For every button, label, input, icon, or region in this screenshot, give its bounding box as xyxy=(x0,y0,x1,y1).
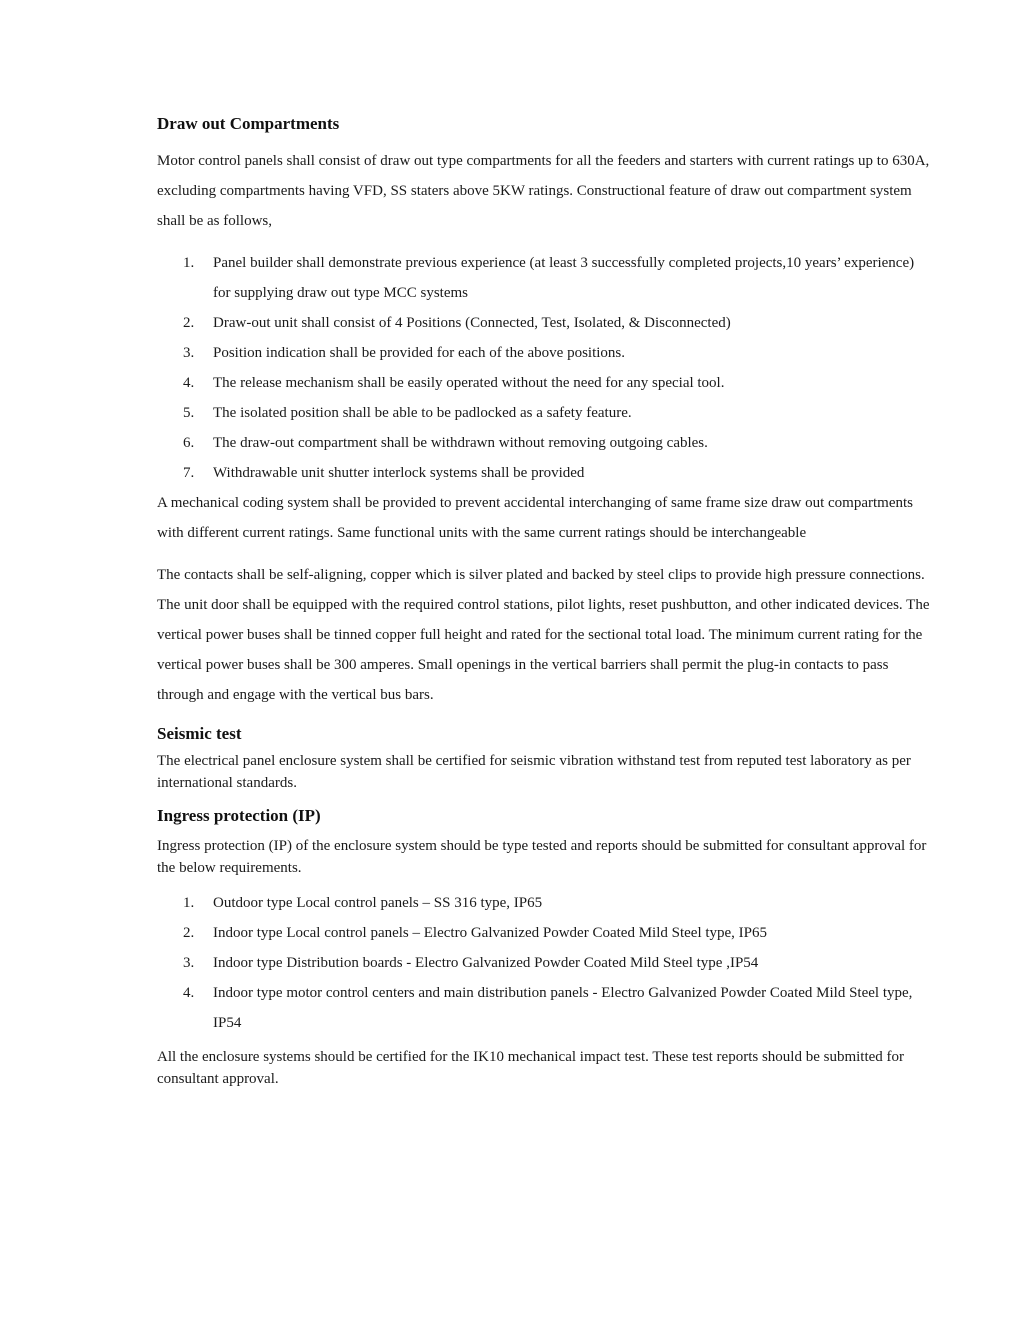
paragraph-seismic: The electrical panel enclosure system shall be certified for seismic vibration withstand test from reputed test laboratory as per international standards. xyxy=(157,753,911,791)
heading-draw-out-compartments: Draw out Compartments xyxy=(157,114,340,133)
list-item xyxy=(157,458,932,488)
list-text: Indoor type motor control centers and main distribution panels - Electro Galvanized Powder Coated Mild Steel type, IP54 xyxy=(213,985,913,1031)
list-item xyxy=(157,428,932,458)
list-item xyxy=(157,948,932,978)
list-number: 4. xyxy=(183,985,195,1001)
list-item xyxy=(157,368,932,398)
paragraph-intro: Motor control panels shall consist of draw out type compartments for all the feeders and starters with current ratings up to 630A, excluding compartments having VFD, SS staters above 5KW ratings. Constructional feature of draw out compartment system shall be as follows, xyxy=(157,153,930,229)
list-number: 1. xyxy=(183,895,195,911)
paragraph-ik10: All the enclosure systems should be certified for the IK10 mechanical impact test. These test reports should be submitted for consultant approval. xyxy=(157,1049,905,1087)
list-text: The release mechanism shall be easily operated without the need for any special tool. xyxy=(213,375,725,391)
paragraph-coding-system: A mechanical coding system shall be provided to prevent accidental interchanging of same frame size draw out compartments with different current ratings. Same functional units with the same current ratings should be interchangeable xyxy=(157,495,913,541)
list-number: 2. xyxy=(183,315,195,331)
list-text: The isolated position shall be able to be padlocked as a safety feature. xyxy=(213,405,632,421)
list-text: Indoor type Distribution boards - Electro Galvanized Powder Coated Mild Steel type ,IP54 xyxy=(213,955,759,971)
list-text: Outdoor type Local control panels – SS 316 type, IP65 xyxy=(213,895,543,911)
list-ip-requirements xyxy=(157,888,932,1038)
list-number: 4. xyxy=(183,375,195,391)
list-text: Position indication shall be provided for each of the above positions. xyxy=(213,345,626,361)
document-page xyxy=(157,110,932,1090)
list-text: Panel builder shall demonstrate previous experience (at least 3 successfully completed projects,10 years’ experience) for supplying draw out type MCC systems xyxy=(213,255,915,301)
list-text: Draw-out unit shall consist of 4 Positions (Connected, Test, Isolated, & Disconnected) xyxy=(213,315,731,331)
paragraph-ip-intro: Ingress protection (IP) of the enclosure system should be type tested and reports should be submitted for consultant approval for the below requirements. xyxy=(157,838,927,876)
list-item xyxy=(157,398,932,428)
list-number: 6. xyxy=(183,435,195,451)
list-number: 1. xyxy=(183,255,195,271)
list-number: 7. xyxy=(183,465,195,481)
list-text: Withdrawable unit shutter interlock systems shall be provided xyxy=(213,465,585,481)
list-item xyxy=(157,918,932,948)
paragraph-contacts: The contacts shall be self-aligning, copper which is silver plated and backed by steel clips to provide high pressure connections. The unit door shall be equipped with the required control stations, pilot lights, reset pushbutton, and other indicated devices. The vertical power buses shall be tinned copper full height and rated for the sectional total load. The minimum current rating for the vertical power buses shall be 300 amperes. Small openings in the vertical barriers shall permit the plug-in contacts to pass through and engage with the vertical bus bars. xyxy=(157,567,930,703)
list-item xyxy=(157,308,932,338)
list-text: Indoor type Local control panels – Electro Galvanized Powder Coated Mild Steel type, IP65 xyxy=(213,925,768,941)
list-number: 5. xyxy=(183,405,195,421)
list-item xyxy=(157,888,932,918)
list-number: 2. xyxy=(183,925,195,941)
list-item xyxy=(157,248,932,308)
heading-ingress-protection: Ingress protection (IP) xyxy=(157,806,321,825)
list-draw-out-features xyxy=(157,248,932,488)
heading-seismic-test: Seismic test xyxy=(157,724,242,743)
list-item xyxy=(157,978,932,1038)
list-text: The draw-out compartment shall be withdrawn without removing outgoing cables. xyxy=(213,435,708,451)
list-number: 3. xyxy=(183,955,195,971)
list-number: 3. xyxy=(183,345,195,361)
list-item xyxy=(157,338,932,368)
